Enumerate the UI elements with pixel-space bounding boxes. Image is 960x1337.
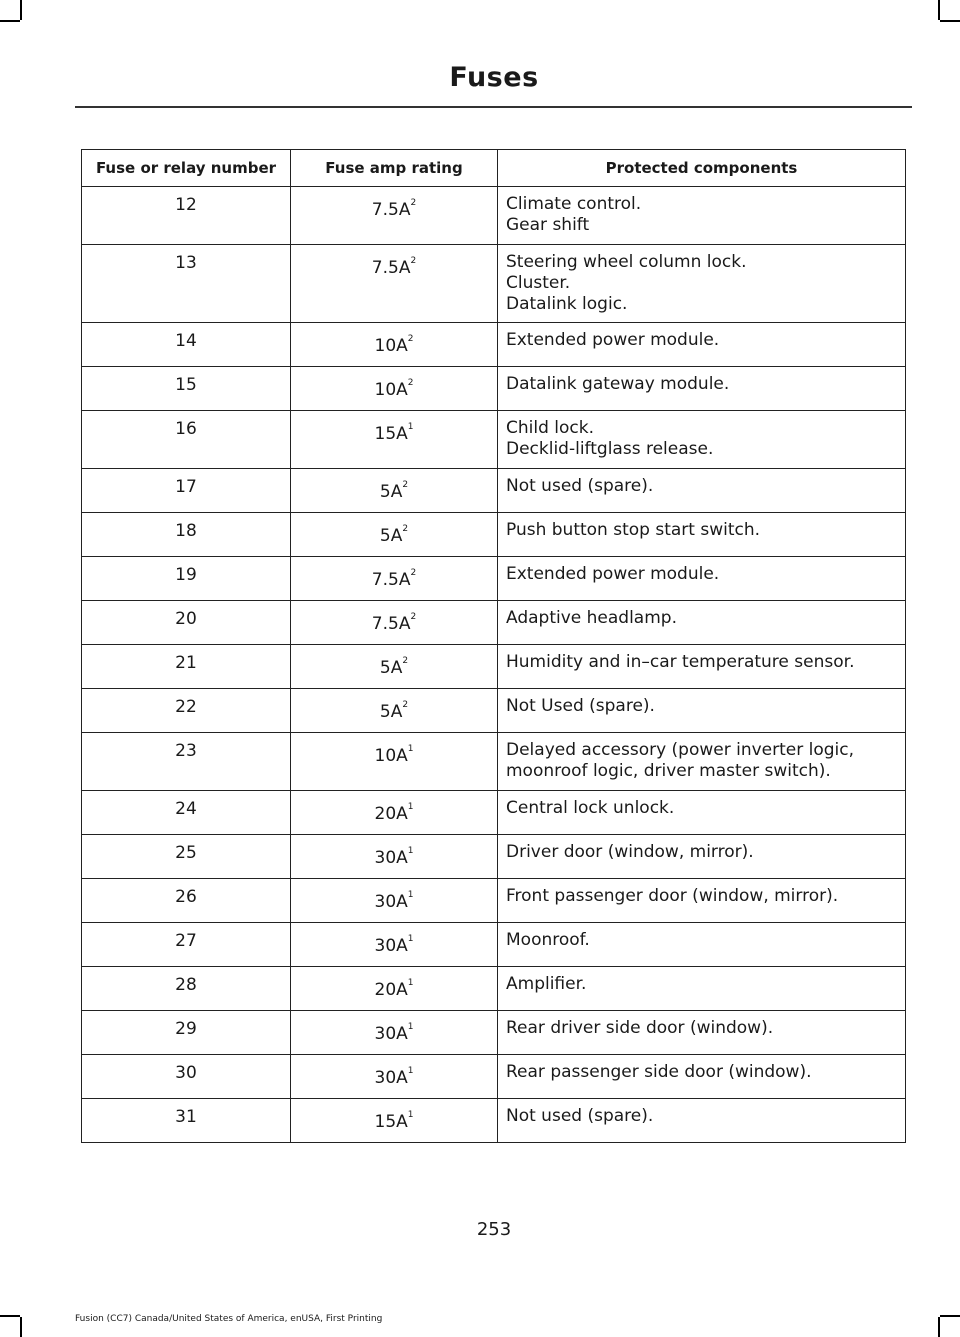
component-line: Moonroof. <box>506 930 590 950</box>
table-row <box>82 323 906 367</box>
amp-rating-value: 20A <box>374 980 408 1000</box>
component-line: Humidity and in–car temperature sensor. <box>506 652 855 672</box>
component-line: Not used (spare). <box>506 1106 654 1126</box>
table-row <box>82 791 906 835</box>
component-line: Extended power module. <box>506 330 720 350</box>
fuse-number-cell: 19 <box>82 557 291 601</box>
component-line: Steering wheel column lock. <box>506 252 747 272</box>
fuse-number-cell: 14 <box>82 323 291 367</box>
footnote-marker: 1 <box>407 846 414 856</box>
footnote-marker: 1 <box>407 934 414 944</box>
amp-rating-value: 7.5A <box>371 614 411 634</box>
amp-rating-value: 10A <box>374 336 408 356</box>
fuse-number-cell: 25 <box>82 835 291 879</box>
footnote-marker: 1 <box>407 422 414 432</box>
protected-components-cell <box>498 645 906 689</box>
amp-rating-cell <box>291 367 498 411</box>
table-row <box>82 601 906 645</box>
component-line: Decklid-liftglass release. <box>506 439 714 459</box>
amp-rating-cell <box>291 323 498 367</box>
amp-rating-value: 30A <box>374 892 408 912</box>
footnote-marker: 2 <box>407 378 414 388</box>
component-line: Datalink gateway module. <box>506 374 730 394</box>
protected-components-cell <box>498 367 906 411</box>
table-row <box>82 967 906 1011</box>
table-row <box>82 689 906 733</box>
amp-rating-value: 7.5A <box>371 258 411 278</box>
protected-components-cell <box>498 1055 906 1099</box>
amp-rating-value: 30A <box>374 1024 408 1044</box>
footnote-marker: 2 <box>402 700 409 710</box>
crop-mark-top-right <box>938 0 940 20</box>
component-line: Cluster. <box>506 273 571 293</box>
footnote-marker: 1 <box>407 1110 414 1120</box>
table-row <box>82 923 906 967</box>
footnote-marker: 1 <box>407 1022 414 1032</box>
footnote-marker: 2 <box>410 198 417 208</box>
amp-rating-cell <box>291 967 498 1011</box>
crop-mark-bottom-left <box>0 1315 20 1317</box>
footnote-marker: 1 <box>407 744 414 754</box>
fuse-number-cell: 22 <box>82 689 291 733</box>
amp-rating-cell <box>291 791 498 835</box>
amp-rating-value: 10A <box>374 380 408 400</box>
amp-rating-cell <box>291 601 498 645</box>
fuse-number-cell: 26 <box>82 879 291 923</box>
amp-rating-cell <box>291 689 498 733</box>
amp-rating-value: 30A <box>374 848 408 868</box>
amp-rating-cell <box>291 557 498 601</box>
amp-rating-cell <box>291 1055 498 1099</box>
amp-rating-value: 30A <box>374 1068 408 1088</box>
amp-rating-cell <box>291 645 498 689</box>
footnote-marker: 1 <box>407 802 414 812</box>
header-protected-components: Protected components <box>498 150 906 187</box>
fuse-number-cell: 29 <box>82 1011 291 1055</box>
protected-components-cell <box>498 791 906 835</box>
component-line: Central lock unlock. <box>506 798 675 818</box>
table-row <box>82 411 906 469</box>
amp-rating-cell <box>291 187 498 245</box>
amp-rating-cell <box>291 411 498 469</box>
table-row <box>82 513 906 557</box>
component-line: Gear shift <box>506 215 590 235</box>
component-line: Extended power module. <box>506 564 720 584</box>
component-line: Amplifier. <box>506 974 587 994</box>
protected-components-cell <box>498 967 906 1011</box>
protected-components-cell <box>498 733 906 791</box>
amp-rating-value: 15A <box>374 424 408 444</box>
fuse-number-cell: 18 <box>82 513 291 557</box>
component-line: Not Used (spare). <box>506 696 655 716</box>
fuse-number-cell: 13 <box>82 245 291 323</box>
protected-components-cell <box>498 557 906 601</box>
protected-components-cell <box>498 513 906 557</box>
footer-text: Fusion (CC7) Canada/United States of America, enUSA, First Printing <box>75 1314 383 1324</box>
amp-rating-value: 20A <box>374 804 408 824</box>
amp-rating-value: 7.5A <box>371 570 411 590</box>
table-row <box>82 645 906 689</box>
table-row <box>82 469 906 513</box>
fuse-number-cell: 16 <box>82 411 291 469</box>
footnote-marker: 2 <box>410 568 417 578</box>
protected-components-cell <box>498 923 906 967</box>
table-row <box>82 1099 906 1143</box>
fuse-table <box>81 149 906 1143</box>
amp-rating-value: 5A <box>379 658 403 678</box>
fuse-number-cell: 27 <box>82 923 291 967</box>
component-line: Child lock. <box>506 418 595 438</box>
amp-rating-cell <box>291 923 498 967</box>
crop-mark-top-left <box>0 20 20 22</box>
component-line: Rear passenger side door (window). <box>506 1062 812 1082</box>
table-row <box>82 1055 906 1099</box>
fuse-number-cell: 28 <box>82 967 291 1011</box>
protected-components-cell <box>498 879 906 923</box>
crop-mark-bottom-left <box>20 1317 22 1337</box>
protected-components-cell <box>498 323 906 367</box>
amp-rating-value: 7.5A <box>371 200 411 220</box>
fuse-number-cell: 30 <box>82 1055 291 1099</box>
protected-components-cell <box>498 689 906 733</box>
component-line: Adaptive headlamp. <box>506 608 677 628</box>
table-row <box>82 879 906 923</box>
page-number: 253 <box>476 1219 512 1240</box>
footnote-marker: 1 <box>407 978 414 988</box>
fuse-number-cell: 17 <box>82 469 291 513</box>
protected-components-cell <box>498 835 906 879</box>
protected-components-cell <box>498 411 906 469</box>
page-title: Fuses <box>449 62 539 93</box>
fuse-number-cell: 15 <box>82 367 291 411</box>
amp-rating-cell <box>291 513 498 557</box>
fuse-number-cell: 20 <box>82 601 291 645</box>
footnote-marker: 2 <box>402 524 409 534</box>
protected-components-cell <box>498 187 906 245</box>
protected-components-cell <box>498 1011 906 1055</box>
protected-components-cell <box>498 469 906 513</box>
crop-mark-top-left <box>20 0 22 20</box>
footnote-marker: 1 <box>407 890 414 900</box>
crop-mark-bottom-right <box>938 1317 940 1337</box>
amp-rating-value: 5A <box>379 526 403 546</box>
amp-rating-cell <box>291 733 498 791</box>
footnote-marker: 2 <box>410 612 417 622</box>
component-line: Driver door (window, mirror). <box>506 842 754 862</box>
amp-rating-cell <box>291 1099 498 1143</box>
component-line: Delayed accessory (power inverter logic, <box>506 740 855 760</box>
table-header-row <box>82 150 906 187</box>
fuse-number-cell: 21 <box>82 645 291 689</box>
header-fuse-number: Fuse or relay number <box>82 150 291 187</box>
amp-rating-value: 5A <box>379 702 403 722</box>
amp-rating-value: 5A <box>379 482 403 502</box>
header-amp-rating: Fuse amp rating <box>291 150 498 187</box>
protected-components-cell <box>498 245 906 323</box>
protected-components-cell <box>498 1099 906 1143</box>
component-line: Rear driver side door (window). <box>506 1018 774 1038</box>
amp-rating-cell <box>291 469 498 513</box>
component-line: Climate control. <box>506 194 642 214</box>
table-row <box>82 557 906 601</box>
amp-rating-cell <box>291 1011 498 1055</box>
component-line: Front passenger door (window, mirror). <box>506 886 839 906</box>
amp-rating-cell <box>291 835 498 879</box>
amp-rating-value: 10A <box>374 746 408 766</box>
fuse-number-cell: 12 <box>82 187 291 245</box>
title-rule <box>75 106 912 108</box>
component-line: moonroof logic, driver master switch). <box>506 761 831 781</box>
table-row <box>82 835 906 879</box>
footnote-marker: 2 <box>410 256 417 266</box>
amp-rating-cell <box>291 879 498 923</box>
amp-rating-cell <box>291 245 498 323</box>
fuse-number-cell: 24 <box>82 791 291 835</box>
footnote-marker: 2 <box>407 334 414 344</box>
table-row <box>82 733 906 791</box>
table-row <box>82 367 906 411</box>
component-line: Push button stop start switch. <box>506 520 761 540</box>
amp-rating-value: 15A <box>374 1112 408 1132</box>
footnote-marker: 2 <box>402 480 409 490</box>
amp-rating-value: 30A <box>374 936 408 956</box>
fuse-number-cell: 31 <box>82 1099 291 1143</box>
footnote-marker: 2 <box>402 656 409 666</box>
component-line: Datalink logic. <box>506 294 628 314</box>
table-row <box>82 1011 906 1055</box>
table-row <box>82 245 906 323</box>
footnote-marker: 1 <box>407 1066 414 1076</box>
crop-mark-top-right <box>940 20 960 22</box>
table-row <box>82 187 906 245</box>
fuse-number-cell: 23 <box>82 733 291 791</box>
crop-mark-bottom-right <box>940 1315 960 1317</box>
protected-components-cell <box>498 601 906 645</box>
component-line: Not used (spare). <box>506 476 654 496</box>
